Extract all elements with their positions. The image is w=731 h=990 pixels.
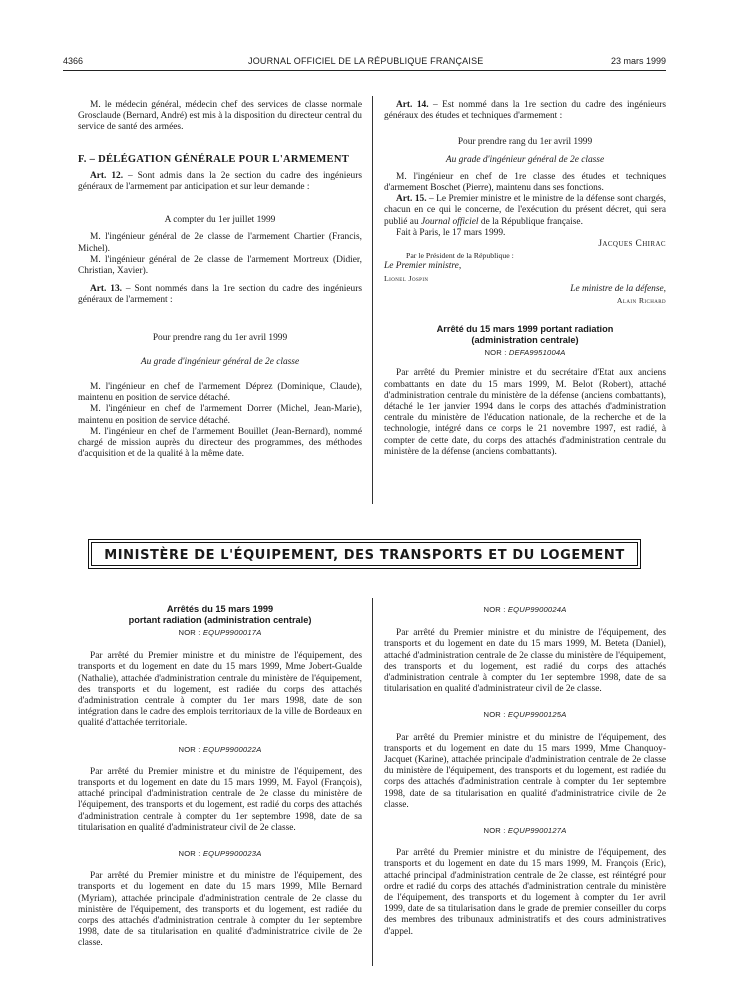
- nor-label: NOR :: [178, 628, 203, 637]
- nor-equp-024: [384, 604, 666, 615]
- ministry-banner: [88, 539, 641, 569]
- bottom-right-column: [384, 604, 666, 938]
- page-header: [63, 56, 666, 70]
- arretes-title-line1: Arrêtés du 15 mars 1999: [166, 604, 274, 614]
- art12-item-chartier: M. l'ingénieur général de 2e classe de l'armement Chartier (Francis, Michel).: [78, 232, 362, 254]
- art13-item-deprez: M. l'ingénieur en chef de l'armement Déprez (Dominique, Claude), maintenu en position de service détaché.: [78, 382, 362, 404]
- grade-heading-right: Au grade d'ingénieur général de 2e classe: [445, 154, 605, 165]
- art14-label: Art. 14.: [396, 100, 429, 110]
- pm-name: Lionel Jospin: [384, 273, 429, 283]
- art15-text-a: – Le Premier ministre et le ministre de la défense sont chargés, chacun en ce qui le concerne, de l'exécution du présent décret, qui sera publié au: [384, 194, 666, 227]
- column-divider-bottom: [372, 598, 373, 966]
- fait-line: Fait à Paris, le 17 mars 1999.: [396, 227, 506, 238]
- arrete-title-line1: Arrêté du 15 mars 1999 portant radiation: [436, 324, 614, 335]
- par-le-president: Par le Président de la République :: [406, 251, 514, 261]
- nor-label: NOR :: [178, 849, 203, 859]
- defense-name: Alain Richard: [616, 296, 666, 306]
- nor-equp-127: [384, 825, 666, 836]
- issue-date: 23 mars 1999: [610, 56, 666, 66]
- arrete-fayol: Par arrêté du Premier ministre et du ministre de l'équipement, des transports et du logement en date du 15 mars 1999, M. Fayol (François), attaché principal d'administration centrale de 2e classe du ministère de l'équipement, des transports et du logement, est radié du corps des attachés d'administration centrale à compter du 1er septembre 1998, date de sa titularisation en qualité d'administrateur civil de 2e classe.: [78, 766, 362, 833]
- nor-label: NOR :: [178, 744, 203, 754]
- arrete-chanquoy-jacquet: Par arrêté du Premier ministre et du ministre de l'équipement, des transports et du logement en date du 15 mars 1999, Mme Chanquoy-Jacquet (Karine), attachée principale d'administration centrale de 2e classe du ministère de l'équipement, des transports et du logement, est radiée du corps des attachés d'administration centrale à compter du 1er septembre 1998, date de sa titularisation en qualité d'administratrice civile de 2e classe.: [384, 732, 666, 810]
- nor-equp-125: [384, 709, 666, 720]
- nor-defa: [384, 347, 666, 358]
- art14-item-boschet: M. l'ingénieur en chef de 1re classe des études et techniques d'armement Boschet (Pierre), maintenu dans ses fonctions.: [384, 171, 666, 194]
- art15-text-b: de la République française.: [478, 216, 583, 227]
- nor-code: EQUP9900125A: [507, 710, 567, 720]
- art13-label: Art. 13.: [90, 284, 122, 295]
- top-left-column: [78, 100, 362, 460]
- pm-title: Le Premier ministre,: [384, 261, 462, 272]
- page-number: 4366: [63, 56, 84, 66]
- nor-code: EQUP9900023A: [202, 849, 262, 859]
- section-f-title: F. – DÉLÉGATION GÉNÉRALE POUR L'ARMEMENT: [78, 153, 350, 165]
- art13-item-bouillet: M. l'ingénieur en chef de l'armement Bouillet (Jean-Bernard), nommé chargé de mission auprès du directeur des programmes, des méthodes d'acquisition et de la qualité à la même date.: [78, 426, 362, 460]
- nor-equp-017: [78, 627, 362, 638]
- intro-paragraph: M. le médecin général, médecin chef des services de classe normale Grosclaude (Bernard, André) est mis à la disposition du directeur central du service de santé des armées.: [78, 100, 362, 133]
- arrete-jobert-gualde: Par arrêté du Premier ministre et du ministre de l'équipement, des transports et du logement en date du 15 mars 1999, Mme Jobert-Gualde (Nathalie), attachée d'administration centrale du ministère de l'équipement, des transports et du logement, est radiée du corps des attachés d'administration centrale à compter du 1er mars 1998, date de son intégration dans le cadre des emplois territoriaux de la ville de Bordeaux en qualité d'attachée territoriale.: [78, 651, 362, 729]
- art15-label: Art. 15.: [396, 194, 427, 205]
- article-13: [78, 284, 362, 306]
- journal-title: JOURNAL OFFICIEL DE LA RÉPUBLIQUE FRANÇAISE: [248, 56, 484, 66]
- nor-equp-023: [78, 848, 362, 859]
- ministry-title: MINISTÈRE DE L'ÉQUIPEMENT, DES TRANSPORTS ET DU LOGEMENT: [104, 548, 625, 563]
- nor-label: NOR :: [483, 710, 508, 720]
- art14-text: – Est nommé dans la 1re section du cadre des ingénieurs généraux des études et techniques d'armement :: [384, 100, 666, 122]
- art12-label: Art. 12.: [90, 170, 124, 181]
- nor-equp-022: [78, 744, 362, 755]
- art12-item-mortreux: M. l'ingénieur général de 2e classe de l'armement Mortreux (Didier, Christian, Xavier).: [78, 254, 362, 277]
- arrete-francois: Par arrêté du Premier ministre et du ministre de l'équipement, des transports et du logement en date du 15 mars 1999, M. François (Eric), attaché principal d'administration centrale de 2e classe, est réintégré pour ordre et radié du corps des attachés d'administration centrale du ministère de l'équipement, des transports et du logement à compter du 1er avril 1999, date de sa titularisation dans le grade de premier conseiller du corps des membres des tribunaux administratifs et des cours administratives d'appel.: [384, 848, 666, 937]
- date-heading-july: A compter du 1er juillet 1999: [164, 215, 276, 226]
- nor-code: EQUP9900024A: [507, 605, 567, 614]
- nor-label: NOR :: [483, 605, 508, 614]
- nor-label: NOR :: [484, 348, 509, 358]
- article-12: [78, 171, 362, 193]
- arretes-title-line2: portant radiation (administration centrale): [128, 614, 312, 625]
- top-right-column: [384, 100, 666, 458]
- column-divider-top: [372, 96, 373, 504]
- nor-code: EQUP9900017A: [202, 628, 262, 637]
- defense-title: Le ministre de la défense,: [570, 283, 666, 294]
- bottom-left-column: [78, 604, 362, 950]
- arrete-bernard: Par arrêté du Premier ministre et du ministre de l'équipement, des transports et du logement en date du 15 mars 1999, Mlle Bernard (Myriam), attachée principale d'administration centrale de 2e classe du ministère de l'équipement, des transports et du logement, est radiée du corps des attachés d'administration centrale à compter du 1er septembre 1998, date de sa titularisation en qualité d'administratrice civile de 2e classe.: [78, 871, 362, 949]
- art12-text: – Sont admis dans la 2e section du cadre des ingénieurs généraux de l'armement par anticipation et sur leur demande :: [78, 170, 362, 193]
- signatory-president: Jacques Chirac: [598, 239, 666, 250]
- arrete-beteta: Par arrêté du Premier ministre et du ministre de l'équipement, des transports et du logement en date du 15 mars 1999, M. Beteta (Daniel), attaché d'administration centrale de 2e classe du ministère de l'équipement, des transports et du logement, est radié du corps des attachés d'administration centrale à compter du 1er septembre 1998, date de sa titularisation en qualité d'administrateur civil de 2e classe.: [384, 628, 666, 695]
- art15-journal: Journal officiel: [420, 216, 479, 227]
- date-heading-april: Pour prendre rang du 1er avril 1999: [152, 332, 288, 343]
- nor-label: NOR :: [483, 826, 508, 836]
- date-heading-april-right: Pour prendre rang du 1er avril 1999: [457, 137, 593, 148]
- nor-code: EQUP9900022A: [202, 744, 262, 754]
- art13-text: – Sont nommés dans la 1re section du cadre des ingénieurs généraux de l'armement :: [78, 284, 362, 306]
- article-14: [384, 100, 666, 122]
- arrete-body-belot: Par arrêté du Premier ministre et du secrétaire d'Etat aux anciens combattants en date du 15 mars 1999, M. Belot (Robert), attaché d'administration centrale du ministère de la défense (anciens combattants), détaché le 1er janvier 1994 dans le corps des attachés d'administration centrale du ministère de l'éducation nationale, de la recherche et de la technologie, intégré dans ce corps le 21 novembre 1997, est radié, à compter de cette date, du corps des attachés d'administration centrale du ministère de la défense (anciens combattants).: [384, 368, 666, 457]
- nor-code: DEFA9951004A: [508, 348, 566, 358]
- nor-code: EQUP9900127A: [507, 826, 567, 836]
- grade-heading: Au grade d'ingénieur général de 2e classe: [140, 356, 300, 367]
- header-rule: [63, 70, 666, 71]
- article-15: [384, 194, 666, 228]
- art13-item-dorrer: M. l'ingénieur en chef de l'armement Dorrer (Michel, Jean-Marie), maintenu en position de service détaché.: [78, 404, 362, 426]
- arrete-title-line2: (administration centrale): [471, 334, 579, 345]
